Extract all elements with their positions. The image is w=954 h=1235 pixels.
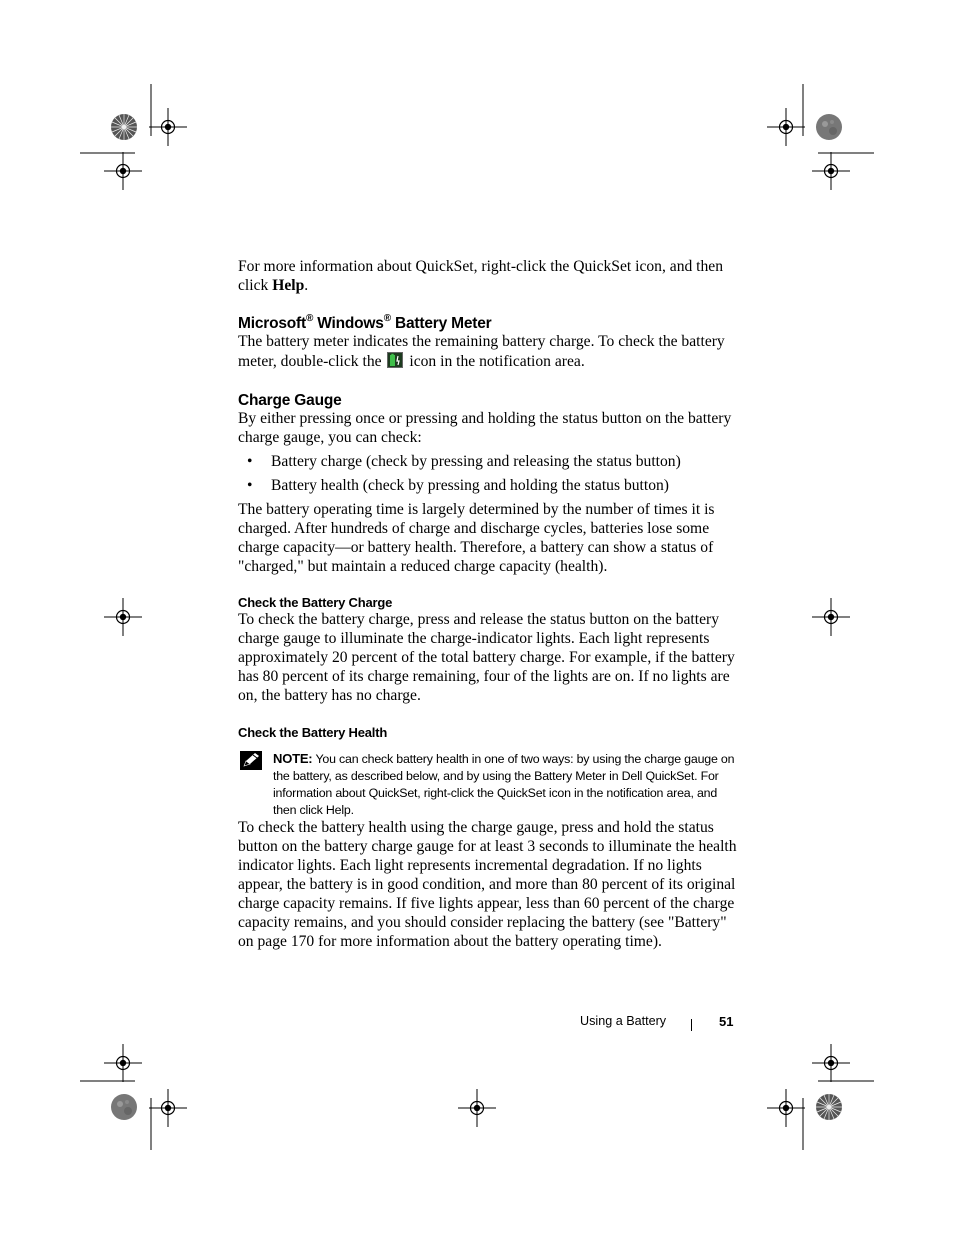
charge-gauge-paragraph: The battery operating time is largely determined by the number of times it is charged. After hundreds of charge and discharge cycles, batteries lose some charge capacity—or battery health. Therefore, a battery can show a status of "charged," but maintain a reduced charge capacity (health). bbox=[238, 501, 715, 575]
battery-meter-paragraph: The battery meter indicates the remaining battery charge. To check the battery meter, double-click the icon in the notification area. bbox=[238, 332, 725, 370]
note-label: NOTE: bbox=[273, 751, 313, 767]
crop-mark-bottom-right bbox=[767, 1044, 874, 1150]
crop-mark-top-left bbox=[80, 84, 187, 190]
note-block: NOTE: You can check battery health in one of two ways: by using the charge gauge on the battery, as described below, and by using the Battery Meter in Dell QuickSet. For information about QuickSet, right-click the QuickSet icon in the notification area, and then click Help. bbox=[238, 750, 738, 819]
crop-mark-top-right bbox=[767, 84, 874, 190]
heading-check-battery-health: Check the Battery Health bbox=[238, 725, 388, 741]
charge-gauge-intro: By either pressing once or pressing and holding the status button on the battery charge gauge, you can check: bbox=[238, 409, 732, 446]
crop-mark-bottom-left bbox=[80, 1044, 187, 1150]
list-item: • Battery charge (check by pressing and releasing the status button) bbox=[247, 453, 681, 471]
registration-mark-bottom-center bbox=[458, 1089, 496, 1127]
help-term: Help bbox=[272, 276, 305, 294]
registration-mark-mid-left bbox=[104, 598, 142, 636]
footer-section-title: Using a Battery bbox=[580, 1014, 667, 1028]
page-content bbox=[238, 258, 738, 952]
battery-meter-icon bbox=[387, 352, 403, 368]
bullet-icon: • bbox=[247, 453, 253, 471]
list-item: • Battery health (check by pressing and holding the status button) bbox=[247, 477, 669, 495]
note-pencil-icon bbox=[240, 751, 262, 770]
intro-paragraph: For more information about QuickSet, right-click the QuickSet icon, and then click Help. bbox=[238, 258, 724, 294]
check-health-paragraph: To check the battery health using the charge gauge, press and hold the status button on the battery charge gauge for at least 3 seconds to illuminate the health indicator lights. Each light represents incremental degradation. If no lights appear, the battery is in good condition, and more than 80 percent of its original charge capacity remains. If five lights appear, less than 60 percent of the charge capacity remains, and you should consider replacing the battery (see "Battery" on page 170 for more information about the battery operating time). bbox=[238, 819, 737, 950]
page-number: 51 bbox=[719, 1014, 734, 1029]
check-charge-paragraph: To check the battery charge, press and release the status button on the battery charge gauge to illuminate the charge-indicator lights. Each light represents approximately 20 percent of the total battery charge. For example, if the battery has 80 percent of its charge remaining, four of the lights are on. If no lights are on, the battery has no charge. bbox=[238, 610, 735, 704]
charge-gauge-list bbox=[238, 453, 738, 496]
registration-mark-mid-right bbox=[812, 598, 850, 636]
bullet-icon: • bbox=[247, 477, 253, 495]
heading-check-battery-charge: Check the Battery Charge bbox=[238, 594, 393, 610]
heading-battery-meter: Microsoft® Windows® Battery Meter bbox=[238, 312, 492, 332]
footer-separator bbox=[691, 1019, 692, 1031]
page-footer bbox=[580, 1014, 740, 1034]
heading-charge-gauge: Charge Gauge bbox=[238, 391, 342, 409]
note-help-term: Help bbox=[325, 803, 351, 818]
